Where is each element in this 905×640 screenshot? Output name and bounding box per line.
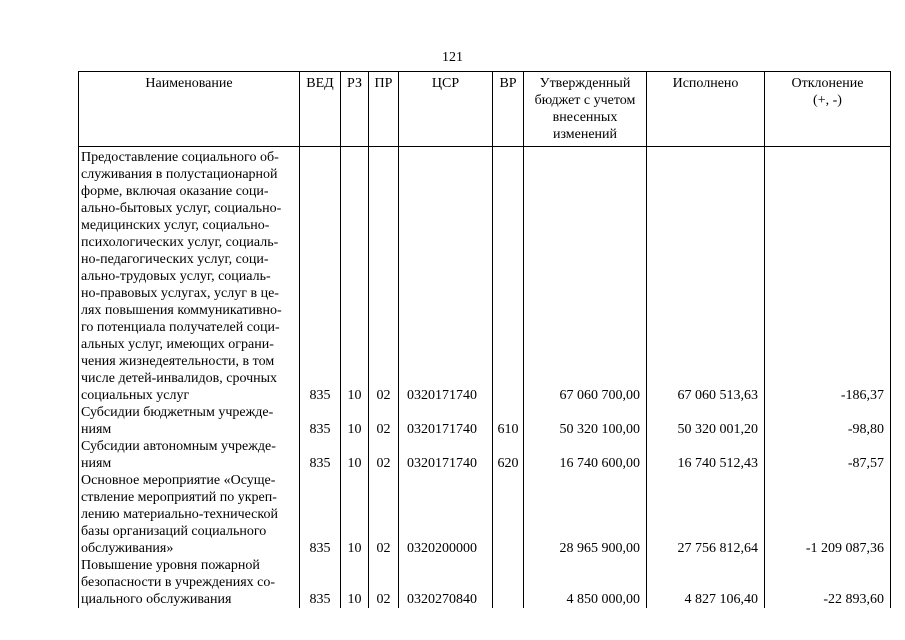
row-name: [79, 472, 300, 557]
cell-pr: 02: [369, 472, 399, 557]
header-deviation-line: Отклонение: [791, 76, 864, 91]
cell-approved: 4 850 000,00: [524, 557, 647, 608]
cell-csr: 0320171740: [399, 438, 493, 472]
name-line: Предоставление социального об-: [81, 150, 279, 165]
cell-vr: 610: [493, 404, 524, 438]
budget-execution-table: [78, 71, 891, 608]
header-name: Наименование: [79, 72, 300, 147]
cell-executed: 16 740 512,43: [647, 438, 765, 472]
cell-rz: 10: [341, 438, 369, 472]
cell-ved: 835: [300, 472, 341, 557]
cell-csr: 0320171740: [399, 147, 493, 405]
header-approved-line: внесенных: [552, 110, 618, 125]
name-line: лях повышения коммуникативно-: [81, 303, 282, 318]
name-line: ально-трудовых услуг, социаль-: [81, 269, 271, 284]
cell-pr: 02: [369, 438, 399, 472]
header-ved: ВЕД: [300, 72, 341, 147]
name-line: чения жизнедеятельности, в том: [81, 354, 275, 369]
table-row: [79, 404, 891, 438]
header-pr: ПР: [369, 72, 399, 147]
name-line: служивания в полустационарной: [81, 167, 278, 182]
cell-executed: 27 756 812,64: [647, 472, 765, 557]
header-vr: ВР: [493, 72, 524, 147]
name-line: ниям: [81, 456, 112, 471]
header-deviation: [765, 72, 891, 147]
row-name: [79, 438, 300, 472]
cell-approved: 16 740 600,00: [524, 438, 647, 472]
cell-vr: [493, 472, 524, 557]
header-approved-line: изменений: [552, 127, 618, 142]
header-deviation-line: (+, -): [813, 93, 842, 108]
name-line: психологических услуг, социаль-: [81, 235, 279, 250]
cell-deviation: -1 209 087,36: [765, 472, 891, 557]
name-line: Субсидии бюджетным учрежде-: [81, 405, 274, 420]
cell-deviation: -98,80: [765, 404, 891, 438]
row-name: [79, 147, 300, 405]
cell-ved: 835: [300, 147, 341, 405]
name-line: но-правовых услугах, услуг в це-: [81, 286, 279, 301]
cell-rz: 10: [341, 472, 369, 557]
cell-ved: 835: [300, 557, 341, 608]
cell-rz: 10: [341, 557, 369, 608]
header-executed: Исполнено: [647, 72, 765, 147]
name-line: социальных услуг: [81, 388, 190, 403]
name-line: обслуживания»: [81, 541, 174, 556]
name-line: медицинских услуг, социально-: [81, 218, 270, 233]
name-line: базы организаций социального: [81, 524, 267, 539]
header-row: [79, 72, 891, 147]
name-line: Субсидии автономным учрежде-: [81, 439, 276, 454]
name-line: циального обслуживания: [81, 592, 232, 607]
name-line: го потенциала получателей соци-: [81, 320, 280, 335]
cell-csr: 0320200000: [399, 472, 493, 557]
cell-pr: 02: [369, 557, 399, 608]
name-line: ствление мероприятий по укреп-: [81, 490, 277, 505]
header-approved-line: бюджет с учетом: [534, 93, 636, 108]
page-number: 121: [442, 50, 463, 65]
cell-approved: 67 060 700,00: [524, 147, 647, 405]
cell-approved: 28 965 900,00: [524, 472, 647, 557]
name-line: ально-бытовых услуг, социально-: [81, 201, 282, 216]
cell-vr: 620: [493, 438, 524, 472]
cell-rz: 10: [341, 147, 369, 405]
name-line: Основное мероприятие «Осуще-: [81, 473, 276, 488]
header-rz: РЗ: [341, 72, 369, 147]
name-line: лению материально-технической: [81, 507, 278, 522]
name-line: альных услуг, имеющих ограни-: [81, 337, 274, 352]
cell-csr: 0320171740: [399, 404, 493, 438]
cell-executed: 4 827 106,40: [647, 557, 765, 608]
name-line: безопасности в учреждениях со-: [81, 575, 276, 590]
header-csr: ЦСР: [399, 72, 493, 147]
name-line: но-педагогических услуг, соци-: [81, 252, 269, 267]
name-line: Повышение уровня пожарной: [81, 558, 260, 573]
cell-executed: 67 060 513,63: [647, 147, 765, 405]
cell-deviation: -22 893,60: [765, 557, 891, 608]
name-line: ниям: [81, 422, 112, 437]
header-approved-budget: [524, 72, 647, 147]
cell-csr: 0320270840: [399, 557, 493, 608]
cell-deviation: -186,37: [765, 147, 891, 405]
cell-ved: 835: [300, 438, 341, 472]
cell-approved: 50 320 100,00: [524, 404, 647, 438]
row-name: [79, 404, 300, 438]
name-line: форме, включая оказание соци-: [81, 184, 269, 199]
cell-vr: [493, 557, 524, 608]
table-row: [79, 472, 891, 557]
cell-deviation: -87,57: [765, 438, 891, 472]
table-row: [79, 557, 891, 608]
name-line: числе детей-инвалидов, срочных: [81, 371, 278, 386]
row-name: [79, 557, 300, 608]
cell-ved: 835: [300, 404, 341, 438]
cell-executed: 50 320 001,20: [647, 404, 765, 438]
cell-pr: 02: [369, 404, 399, 438]
table-row: [79, 438, 891, 472]
cell-vr: [493, 147, 524, 405]
cell-pr: 02: [369, 147, 399, 405]
table-row: [79, 147, 891, 405]
header-approved-line: Утвержденный: [539, 76, 631, 91]
cell-rz: 10: [341, 404, 369, 438]
